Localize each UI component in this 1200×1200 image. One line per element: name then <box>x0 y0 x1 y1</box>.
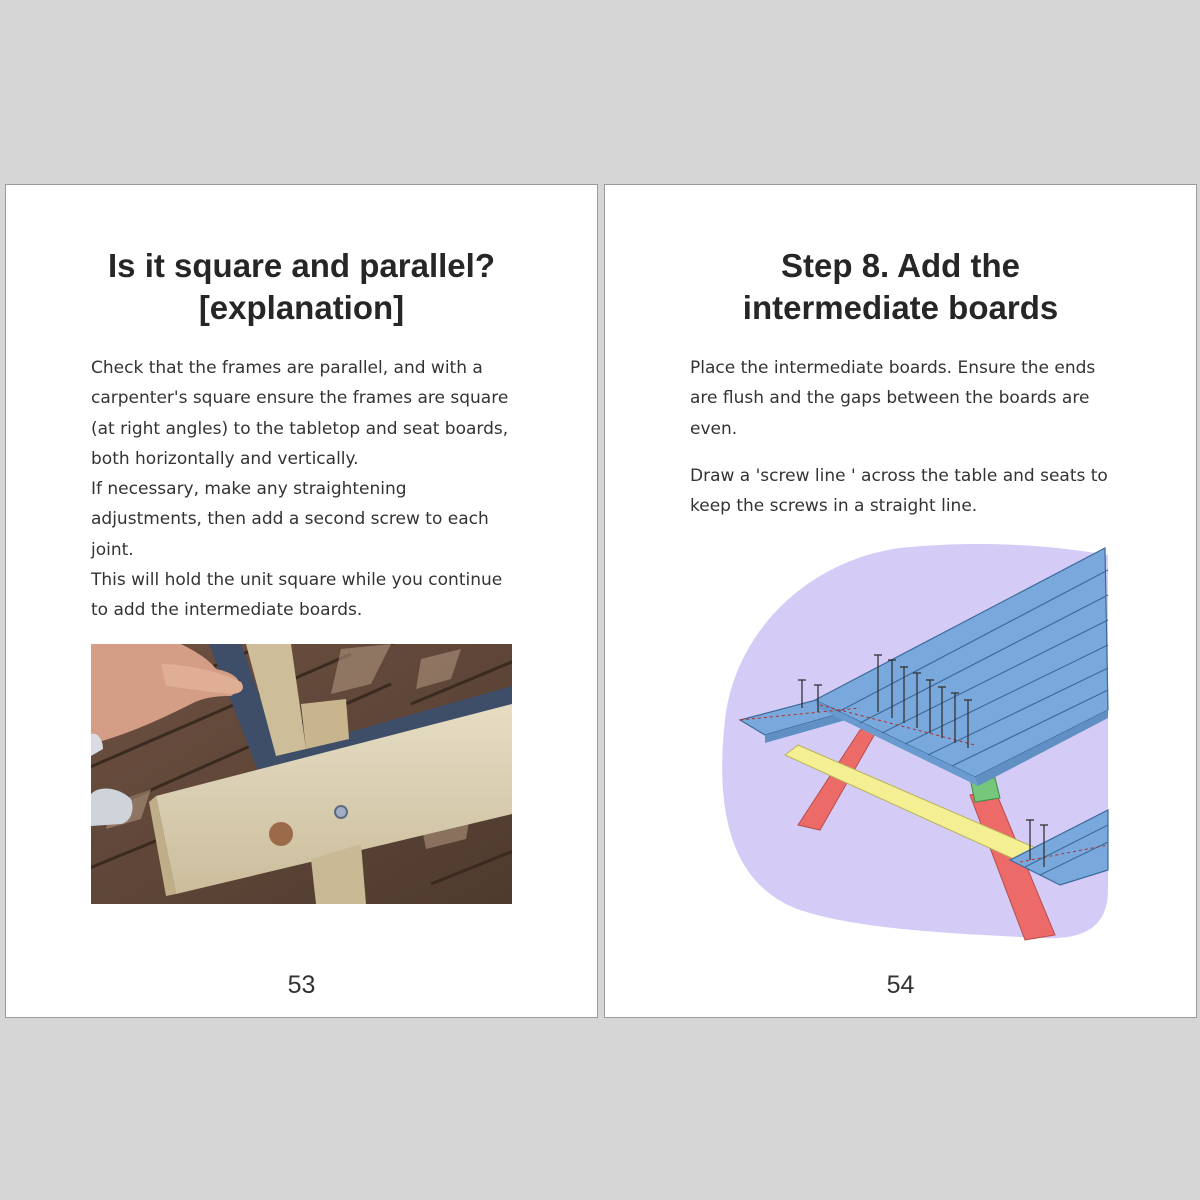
paragraph: If necessary, make any straightening adjustments, then add a second screw to each joint. <box>91 479 489 560</box>
title-line-1: Step 8. Add the <box>781 247 1020 284</box>
title-line-1: Is it square and parallel? <box>108 247 495 284</box>
page-title <box>605 245 1196 329</box>
paragraph: Draw a 'screw line ' across the table and seats to keep the screws in a straight line. <box>690 465 1108 517</box>
title-line-2: [explanation] <box>198 289 405 326</box>
screw-head <box>335 806 347 818</box>
paragraph: Check that the frames are parallel, and with a carpenter's square ensure the frames are square (at right angles) to the tabletop and seat boards, both horizontally and vertically. <box>91 358 509 469</box>
page-53 <box>5 184 598 1018</box>
body-text <box>690 353 1120 521</box>
title-line-2: intermediate boards <box>742 289 1059 326</box>
page-title <box>6 245 597 329</box>
body-text <box>91 353 521 626</box>
knot <box>269 822 293 846</box>
photo-square-check <box>91 644 512 904</box>
paragraph: This will hold the unit square while you continue to add the intermediate boards. <box>91 570 503 621</box>
paragraph: Place the intermediate boards. Ensure the ends are flush and the gaps between the boards are even. <box>690 358 1096 439</box>
table-illustration <box>720 540 1115 945</box>
page-number: 53 <box>287 971 316 999</box>
page-54 <box>604 184 1197 1018</box>
page-number: 54 <box>886 971 915 999</box>
